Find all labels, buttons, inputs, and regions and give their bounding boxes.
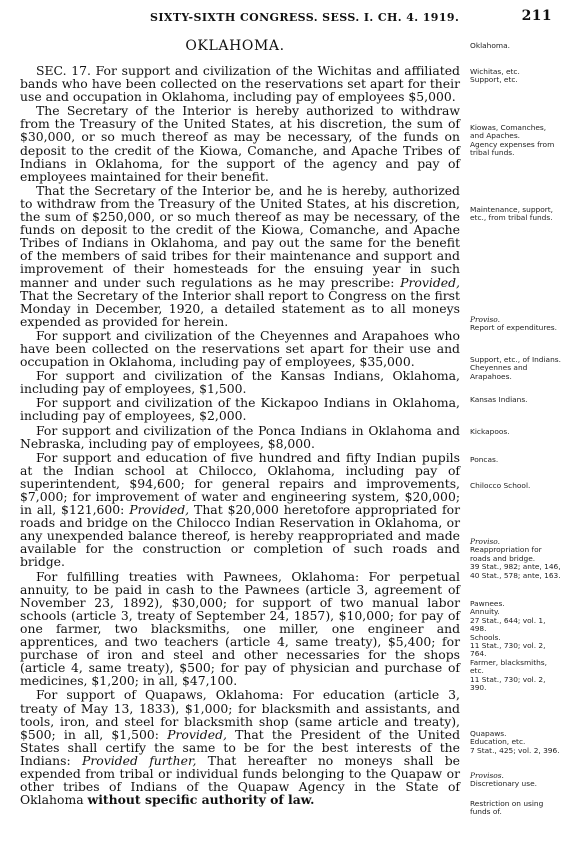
- running-head: SIXTY-SIXTH CONGRESS. SESS. I. CH. 4. 1919.: [150, 11, 460, 24]
- margin-note-chilocco: Chilocco School.: [470, 481, 531, 490]
- paragraph-wichitas: SEC. 17. For support and civilization of the Wichitas and affiliated bands who have been collected on the reservations set apart for their use and occupation in Oklahoma, including pay of employees $5,000.: [20, 63, 460, 105]
- margin-note-proviso-report: Proviso. Report of expenditures.: [470, 315, 557, 333]
- margin-note-cheyennes: Support, etc., of Indians. Cheyennes and Arapahoes.: [470, 355, 561, 381]
- paragraph-kiowa-maintenance: That the Secretary of the Interior be, and he is hereby, authorized to withdraw from the Treasury of the United States, at his discretion, the sum of $250,000, or so much thereof as may be necessary, of the funds on deposit to the credit of the Kiowa, Comanche, and Apache Tribes of Indians in Oklahoma, and pay out the same for the benefit of the members of said tribes for their maintenance and support and improvement of their homesteads for the ensuing year in such manner and under such regulations as he may prescribe: Provided, That the Secretary of the Interior shall report to Congress on the first Monday in December, 1920, a detailed statement as to all moneys expended as provided for herein.: [20, 182, 460, 329]
- paragraph-kiowa-agency: The Secretary of the Interior is hereby authorized to withdraw from the Treasury of the United States, at his discretion, the sum of $30,000, or so much thereof as may be necessary, of the funds on deposit to the credit of the Kiowa, Comanche, and Apache Tribes of Indians in Oklahoma, for the support of the agency and pay of employees maintained for their benefit.: [20, 103, 460, 184]
- margin-note-oklahoma: Oklahoma.: [470, 41, 510, 50]
- paragraph-cheyennes: For support and civilization of the Cheyennes and Arapahoes who have been collected on the reservations set apart for their use and occupation in Oklahoma, including pay of employees, $35,000.: [20, 327, 460, 370]
- margin-note-poncas: Poncas.: [470, 455, 499, 464]
- page-number: 211: [521, 8, 552, 24]
- margin-note-kickapoos: Kickapoos.: [470, 427, 510, 436]
- paragraph-chilocco: For support and education of five hundred and fifty Indian pupils at the Indian school at Chilocco, Oklahoma, including pay of superintendent, $94,600; for general repairs and improvements, $7,000; for improvement of water and engineering system, $20,000; in all, $121,600: Provided, That $20,000 heretofore appropriated for roads and bridge on the Chilocco Indian Reservation in Oklahoma, or any unexpended balance thereof, is hereby reappropriated and made available for the construction or completion of such roads and bridge.: [20, 449, 460, 570]
- margin-note-kansas: Kansas Indians.: [470, 395, 528, 404]
- margin-note-kiowas: Kiowas, Comanches, and Apaches. Agency expenses from tribal funds.: [470, 123, 555, 158]
- margin-note-provisos: Provisos. Discretionary use.: [470, 771, 537, 789]
- paragraph-kickapoo: For support and civilization of the Kickapoo Indians in Oklahoma, including pay of employees, $2,000.: [20, 395, 460, 424]
- paragraph-quapaws: For support of Quapaws, Oklahoma: For education (article 3, treaty of May 13, 1833), $1,000; for blacksmith and assistants, and tools, iron, and steel for blacksmith shop (same article and treaty), $500; in all, $1,500: Provided, That the President of the United States shall certify the same to be for the best interests of the Indians: Provided further, That hereafter no moneys shall be expended from tribal or individual funds belonging to the Quapaw or other tribes of Indians of the Quapaw Agency in the State of Oklahoma without specific authority of law.: [20, 687, 461, 808]
- paragraph-kansas: For support and civilization of the Kansas Indians, Oklahoma, including pay of employees, $1,500.: [20, 368, 460, 397]
- margin-note-proviso-roads: Proviso. Reappropriation for roads and bridge. 39 Stat., 982; ante, 146, 40 Stat., 578; ante, 163.: [470, 537, 561, 580]
- page-header: [20, 9, 556, 27]
- margin-note-pawnees: Pawnees. Annuity. 27 Stat., 644; vol. 1, 498. Schools. 11 Stat., 730; vol. 2, 764. Farmer, blacksmiths, etc. 11 Stat., 730; vol. 2, 390.: [470, 599, 547, 693]
- statute-body: [20, 64, 460, 807]
- paragraph-pawnees: For fulfilling treaties with Pawnees, Oklahoma: For perpetual annuity, to be paid in cash to the Pawnees (article 3, agreement of November 23, 1892), $30,000; for support of two manual labor schools (article 3, treaty of September 24, 1857), $10,000; for pay of one farmer, two blacksmiths, one miller, one engineer and apprentices, and two teachers (article 4, same treaty), $5,400; for purchase of iron and steel and other necessaries for the shops (article 4, same treaty), $500; for pay of physician and purchase of medicines, $1,200; in all, $47,100.: [20, 568, 460, 689]
- margin-note-quapaws: Quapaws. Education, etc. 7 Stat., 425; vol. 2, 396.: [470, 729, 560, 755]
- margin-note-wichitas: Wichitas, etc. Support, etc.: [470, 67, 520, 85]
- paragraph-ponca: For support and civilization of the Ponca Indians in Oklahoma and Nebraska, including pay of employees, $8,000.: [20, 422, 460, 451]
- margin-note-restriction: Restriction on using funds of.: [470, 799, 544, 817]
- section-title: OKLAHOMA.: [185, 38, 285, 54]
- margin-note-maintenance: Maintenance, support, etc., from tribal funds.: [470, 205, 554, 223]
